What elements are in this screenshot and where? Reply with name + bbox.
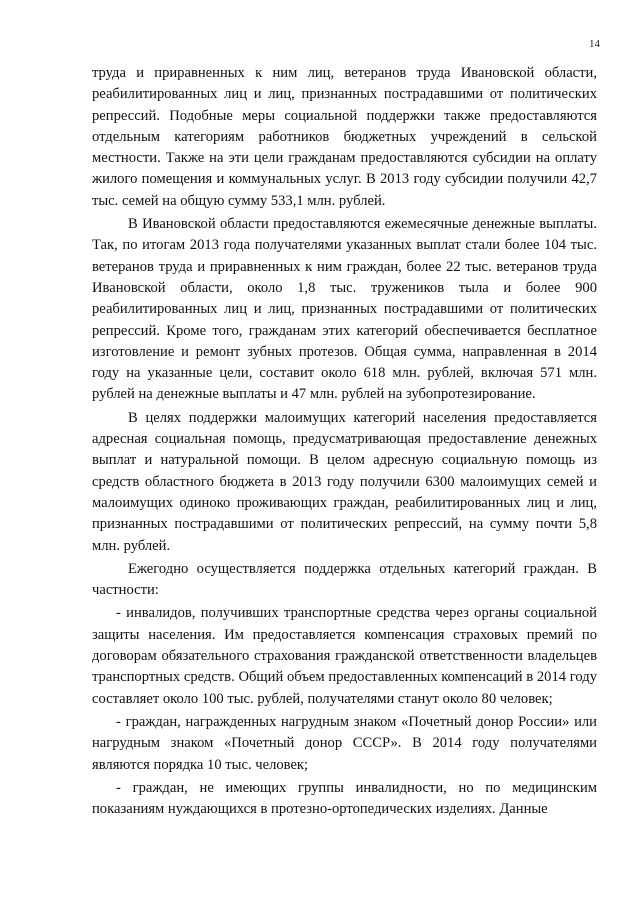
body-text <box>92 63 597 822</box>
paragraph-1: труда и приравненных к ним лиц, ветеранов труда Ивановской области, реабилитированных лиц и лиц, признанных пострадавшими от политических репрессий. Подобные меры социальной поддержки также предоставляются отдельным категориям работников бюджетных учреждений в сельской местности. Также на эти цели гражданам предоставляются субсидии на оплату жилого помещения и коммунальных услуг. В 2013 году субсидии получили 42,7 тыс. семей на общую сумму 533,1 млн. рублей. <box>92 65 597 209</box>
list-item-1: - инвалидов, получивших транспортные средства через органы социальной защиты населения. Им предоставляется компенсация страховых премий по договорам обязательного страхования гражданской ответственности владельцев транспортных средств. Общий объем предоставленных компенсаций в 2014 году составляет около 100 тыс. рублей, получателями станут около 80 человек; <box>92 605 597 707</box>
paragraph-4: Ежегодно осуществляется поддержка отдельных категорий граждан. В частности: <box>92 560 597 599</box>
paragraph-2: В Ивановской области предоставляются ежемесячные денежные выплаты. Так, по итогам 2013 года получателями указанных выплат стали более 104 тыс. ветеранов труда и приравненных к ним граждан, более 22 тыс. ветеранов труда Ивановской области, около 1,8 тыс. тружеников тыла и более 900 реабилитированных лиц и лиц, признанных пострадавшими от политических репрессий. Кроме того, гражданам этих категорий обеспечивается бесплатное изготовление и ремонт зубных протезов. Общая сумма, направленная в 2014 году на указанные цели, составит около 618 млн. рублей, включая 571 млн. рублей на денежные выплаты и 47 млн. рублей на зубопротезирование. <box>92 216 597 403</box>
paragraph-3: В целях поддержки малоимущих категорий населения предоставляется адресная социальная помощь, предусматривающая предоставление денежных выплат и натуральной помощи. В целом адресную социальную помощь из средств областного бюджета в 2013 году получили 6300 малоимущих семей и малоимущих одиноко проживающих граждан, реабилитированных лиц и лиц, признанных пострадавшими от политических репрессий, на сумму почти 5,8 млн. рублей. <box>92 409 597 554</box>
list-item-2: - граждан, награжденных нагрудным знаком «Почетный донор России» или нагрудным знаком «Почетный донор СССР». В 2014 году получателями являются порядка 10 тыс. человек; <box>92 713 597 773</box>
list-item-3: - граждан, не имеющих группы инвалидности, но по медицинским показаниям нуждающихся в протезно-ортопедических изделиях. Данные <box>92 779 597 818</box>
page-number: 14 <box>589 38 600 50</box>
